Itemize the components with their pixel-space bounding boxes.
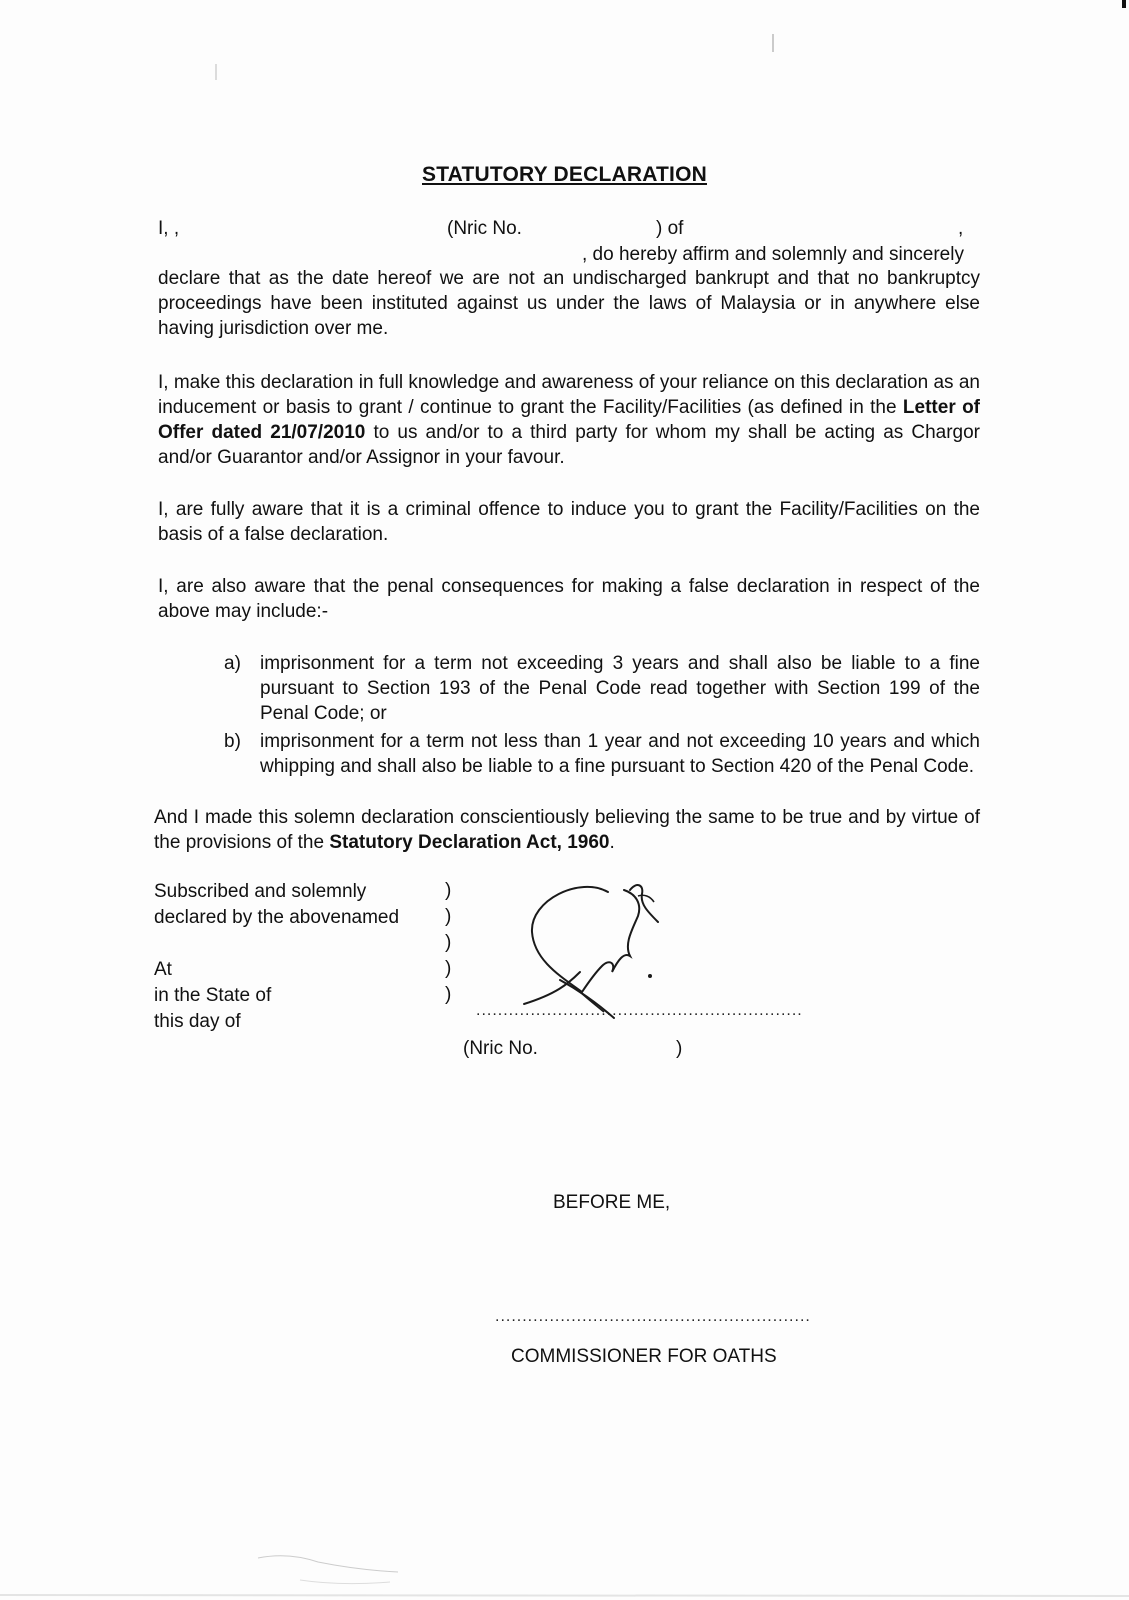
nric-label: (Nric No. [447, 218, 522, 239]
subscribed-line-1: Subscribed and solemnly [154, 881, 367, 902]
list-marker-b: b) [224, 731, 241, 752]
list-item-a [224, 651, 980, 726]
signer-nric-close: ) [676, 1038, 683, 1059]
paragraph-solemn-declaration [154, 805, 980, 855]
list-text-b: imprisonment for a term not less than 1 year and not exceeding 10 years and which whipping and shall also be liable to a fine pursuant to Section 420 of the Penal Code. [260, 731, 980, 777]
paragraph-penal-consequences: I, are also aware that the penal consequences for making a false declaration in respect of the above may include:- [158, 576, 980, 622]
state-label: in the State of [154, 985, 272, 1006]
paragraph-criminal-offence: I, are fully aware that it is a criminal offence to induce you to grant the Facility/Facilities on the basis of a false declaration. [158, 499, 980, 545]
paragraph-knowledge-part1: I, make this declaration in full knowledge and awareness of your reliance on this declaration as an inducement or basis to grant / continue to grant the Facility/Facilities (as defined in the [158, 372, 980, 418]
list-marker-a: a) [224, 653, 241, 674]
day-label: this day of [154, 1011, 241, 1032]
subscribed-line-2: declared by the abovenamed [154, 907, 400, 928]
document-title: STATUTORY DECLARATION [422, 163, 707, 186]
signature-line: ............................................................ [476, 1002, 803, 1019]
paragraph-knowledge [158, 370, 980, 470]
at-label: At [154, 959, 172, 980]
act-reference: Statutory Declaration Act, 1960 [329, 832, 610, 853]
paragraph-solemn-part1: And I made this solemn declaration conscientiously believing the same to be true and by virtue of the provisions of the [154, 807, 980, 853]
signer-nric-label: (Nric No. [463, 1038, 538, 1059]
letter-of-offer-reference: Letter of Offer dated 21/07/2010 [158, 397, 981, 443]
paragraph-bankruptcy: declare that as the date hereof we are not an undischarged bankrupt and that no bankruptcy proceedings have been instituted against us under the laws of Malaysia or in anywhere else having jurisdiction over me. [158, 268, 980, 339]
affirm-line: , do hereby affirm and solemnly and sincerely [582, 244, 964, 265]
list-item-b [224, 729, 980, 779]
bracket-column: ) ) ) ) ) [445, 880, 452, 1005]
address-of-label: ) of [656, 218, 684, 239]
paragraph-solemn-part2: . [609, 832, 615, 853]
before-me-label: BEFORE ME, [553, 1192, 671, 1213]
declarant-label: I, , [158, 218, 180, 239]
trailing-comma: , [958, 218, 964, 239]
commissioner-signature-line: .......................................................... [495, 1308, 811, 1325]
list-text-a: imprisonment for a term not exceeding 3 years and shall also be liable to a fine pursuant to Section 193 of the Penal Code read together with Section 199 of the Penal Code; or [260, 653, 980, 724]
commissioner-label: COMMISSIONER FOR OATHS [511, 1346, 777, 1367]
paragraph-knowledge-part2: to us and/or to a third party for whom my shall be acting as Chargor and/or Guarantor and/or Assignor in your favour. [158, 422, 981, 468]
signature-scribble [520, 880, 720, 1040]
